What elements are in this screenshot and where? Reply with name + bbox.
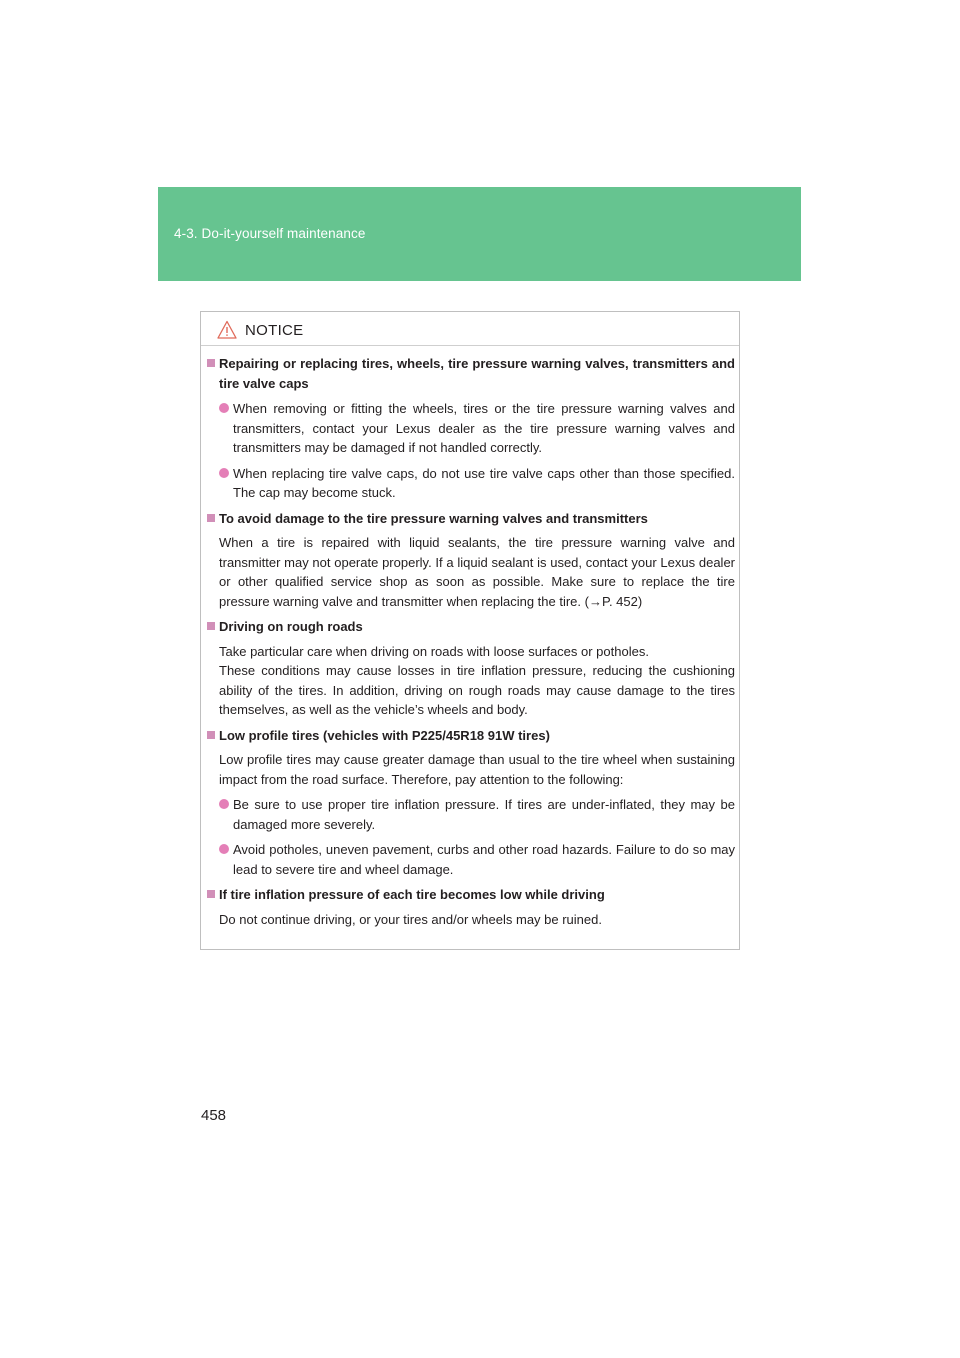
page-number: 458 xyxy=(201,1107,227,1124)
bullet-item xyxy=(207,795,735,834)
section-heading xyxy=(207,617,735,637)
notice-divider xyxy=(201,345,739,346)
section-header-band xyxy=(158,187,801,281)
section-heading-text: If tire inflation pressure of each tire becomes low while driving xyxy=(219,887,605,902)
body-paragraph: These conditions may cause losses in tire inflation pressure, reducing the cushioning ability of the tires. In addition, driving on rough roads may cause damage to the tires themselves, as well as the vehicle’s wheels and body. xyxy=(219,663,735,717)
notice-section xyxy=(207,885,735,929)
square-bullet-icon xyxy=(207,359,215,367)
section-heading-text: Driving on rough roads xyxy=(219,619,363,634)
section-heading-text: Low profile tires (vehicles with P225/45R18 91W tires) xyxy=(219,727,550,743)
round-bullet-icon xyxy=(219,403,229,413)
square-bullet-icon xyxy=(207,622,215,630)
bullet-text: Avoid potholes, uneven pavement, curbs and other road hazards. Failure to do so may lead to severe tire and wheel damage. xyxy=(233,842,735,877)
notice-section xyxy=(207,354,735,503)
round-bullet-icon xyxy=(219,468,229,478)
bullet-item xyxy=(207,399,735,458)
section-heading xyxy=(207,885,735,905)
body-paragraph: Low profile tires may cause greater damage than usual to the tire wheel when sustaining impact from the road surface. Therefore, pay attention to the following: xyxy=(219,752,735,787)
bullet-text: Be sure to use proper tire inflation pressure. If tires are under-inflated, they may be damaged more severely. xyxy=(233,797,735,832)
bullet-item xyxy=(207,840,735,879)
section-heading-text: To avoid damage to the tire pressure warning valves and transmitters xyxy=(219,510,648,526)
section-heading xyxy=(207,726,735,746)
section-title: 4-3. Do-it-yourself maintenance xyxy=(174,226,366,241)
body-paragraph: Do not continue driving, or your tires and/or wheels may be ruined. xyxy=(219,911,602,927)
section-heading xyxy=(207,509,735,529)
square-bullet-icon xyxy=(207,731,215,739)
warning-triangle-icon xyxy=(217,320,237,340)
round-bullet-icon xyxy=(219,844,229,854)
round-bullet-icon xyxy=(219,799,229,809)
notice-section xyxy=(207,617,735,720)
notice-header xyxy=(217,317,303,343)
section-heading-text: Repairing or replacing tires, wheels, tire pressure warning valves, transmitters and tire valve caps xyxy=(219,356,735,391)
square-bullet-icon xyxy=(207,890,215,898)
notice-label: NOTICE xyxy=(245,321,304,339)
body-paragraph: When a tire is repaired with liquid sealants, the tire pressure warning valve and transmitter may not operate properly. If a liquid sealant is used, contact your Lexus dealer or other qualified service shop as soon as possible. Make sure to replace the tire pressure warning valve and transmitter when replacing the tire. (→P. 452) xyxy=(219,535,735,609)
bullet-text: When replacing tire valve caps, do not use tire valve caps other than those specified. The cap may become stuck. xyxy=(233,465,735,500)
section-heading xyxy=(207,354,735,393)
bullet-text: When removing or fitting the wheels, tires or the tire pressure warning valves and transmitters, contact your Lexus dealer as the tire pressure warning valves and transmitters may be damaged if not handled correctly. xyxy=(233,401,735,455)
square-bullet-icon xyxy=(207,514,215,522)
notice-box xyxy=(200,311,740,950)
notice-content xyxy=(207,354,735,935)
notice-section xyxy=(207,726,735,880)
notice-section xyxy=(207,509,735,612)
bullet-item xyxy=(207,464,735,503)
body-paragraph: Take particular care when driving on roads with loose surfaces or potholes. xyxy=(219,643,649,659)
